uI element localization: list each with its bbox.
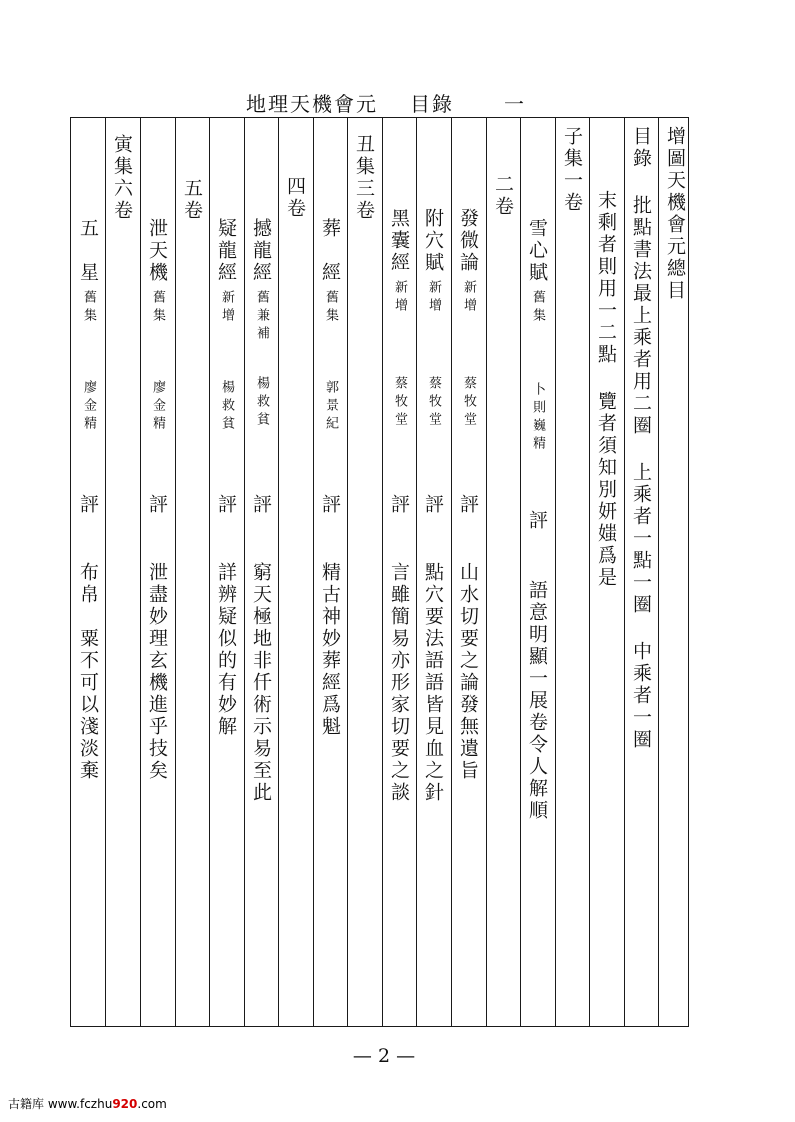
- entry-author: 楊救貧: [254, 376, 269, 430]
- table-of-contents-frame: [70, 117, 689, 1027]
- entry-comment: 詳辨疑似的有妙解: [215, 562, 237, 738]
- entry-ping-marker: 評: [422, 494, 444, 516]
- entry-note: 新增: [461, 280, 476, 316]
- entry-ping-marker: 評: [77, 494, 99, 516]
- page-number: — 2 —: [352, 1045, 416, 1067]
- volume-heading: 丑集三卷: [353, 134, 375, 222]
- entry-note: 舊集: [150, 290, 165, 326]
- toc-entry-column: [382, 118, 416, 1026]
- entry-title: 發微論: [457, 208, 479, 274]
- watermark-suffix: .com: [137, 1097, 167, 1111]
- entry-title: 五 星: [77, 218, 99, 284]
- entry-comment: 窮天極地非仟術示易至此: [250, 562, 272, 804]
- volume-heading: 子集一卷: [561, 126, 583, 214]
- toc-entry-column: [244, 118, 278, 1026]
- toc-entry-column: [520, 118, 554, 1026]
- toc-entry-column: [71, 118, 105, 1026]
- entry-comment: 山水切要之論發無遺旨: [457, 562, 479, 782]
- volume-heading-column: [347, 118, 381, 1026]
- entry-comment: 泄盡妙理玄機進乎技矣: [146, 562, 168, 782]
- volume-heading-column: [278, 118, 312, 1026]
- toc-entry-column: [451, 118, 485, 1026]
- entry-author: 郭景紀: [323, 380, 338, 434]
- entry-note: 新增: [219, 290, 234, 326]
- entry-comment: 言雖簡易亦形家切要之談: [388, 562, 410, 804]
- book-title: 地理天機會元: [246, 92, 378, 116]
- notation-rules-continued-column: [589, 118, 623, 1026]
- volume-heading: 二卷: [492, 174, 514, 218]
- entry-note: 舊兼補: [254, 290, 269, 344]
- entry-ping-marker: 評: [457, 494, 479, 516]
- entry-note: 舊集: [530, 290, 545, 326]
- volume-heading: 五卷: [181, 178, 203, 222]
- entry-ping-marker: 評: [319, 494, 341, 516]
- entry-title: 雪心賦: [526, 218, 548, 284]
- volume-heading-column: [175, 118, 209, 1026]
- entry-author: 楊救貧: [219, 380, 234, 434]
- toc-entry-column: [313, 118, 347, 1026]
- section-title: 目錄: [410, 92, 454, 116]
- watermark-number: 920: [112, 1097, 138, 1111]
- entry-title: 附穴賦: [422, 208, 444, 274]
- volume-heading-column: [486, 118, 520, 1026]
- volume-heading: 寅集六卷: [111, 134, 133, 222]
- entry-title: 疑龍經: [215, 218, 237, 284]
- entry-comment: 精古神妙葬經爲魁: [319, 562, 341, 738]
- entry-note: 新增: [426, 280, 441, 316]
- entry-ping-marker: 評: [250, 494, 272, 516]
- page-header: [246, 88, 576, 117]
- entry-ping-marker: 評: [388, 494, 410, 516]
- volume-heading-column: [105, 118, 139, 1026]
- notation-rules-continued-text: 末剩者則用一二點 覽者須知別妍媸爲是: [595, 190, 617, 589]
- toc-main-title: 增圖天機會元總目: [664, 126, 686, 302]
- toc-entry-column: [209, 118, 243, 1026]
- entry-author: 卜則巍精: [530, 382, 545, 454]
- toc-entry-column: [416, 118, 450, 1026]
- volume-heading-column: [555, 118, 589, 1026]
- entry-author: 廖金精: [81, 380, 96, 434]
- entry-author: 廖金精: [150, 380, 165, 434]
- entry-ping-marker: 評: [215, 494, 237, 516]
- entry-ping-marker: 評: [526, 510, 548, 532]
- notation-rules-text: 目錄 批點書法最上乘者用二圈 上乘者一點一圈 中乘者一圈: [630, 126, 652, 751]
- volume-heading: 四卷: [284, 176, 306, 220]
- entry-author: 蔡牧堂: [392, 376, 407, 430]
- entry-comment: 布帛 粟不可以淺淡棄: [77, 562, 99, 782]
- toc-entry-column: [140, 118, 174, 1026]
- notation-rules-column: [624, 118, 658, 1026]
- entry-author: 蔡牧堂: [461, 376, 476, 430]
- watermark-prefix: 古籍库 www.fczhu: [8, 1097, 113, 1111]
- entry-comment: 語意明顯一展卷令人解順: [526, 580, 548, 822]
- entry-author: 蔡牧堂: [426, 376, 441, 430]
- entry-title: 撼龍經: [250, 218, 272, 284]
- entry-note: 新增: [392, 280, 407, 316]
- entry-title: 黑囊經: [388, 208, 410, 274]
- entry-ping-marker: 評: [146, 494, 168, 516]
- page-marker: 一: [504, 92, 526, 116]
- entry-title: 葬 經: [319, 218, 341, 284]
- site-watermark: [8, 1095, 167, 1112]
- entry-comment: 點穴要法語語皆見血之針: [422, 562, 444, 804]
- toc-main-title-column: [658, 118, 692, 1026]
- entry-note: 舊集: [323, 290, 338, 326]
- entry-title: 泄天機: [146, 218, 168, 284]
- entry-note: 舊集: [81, 290, 96, 326]
